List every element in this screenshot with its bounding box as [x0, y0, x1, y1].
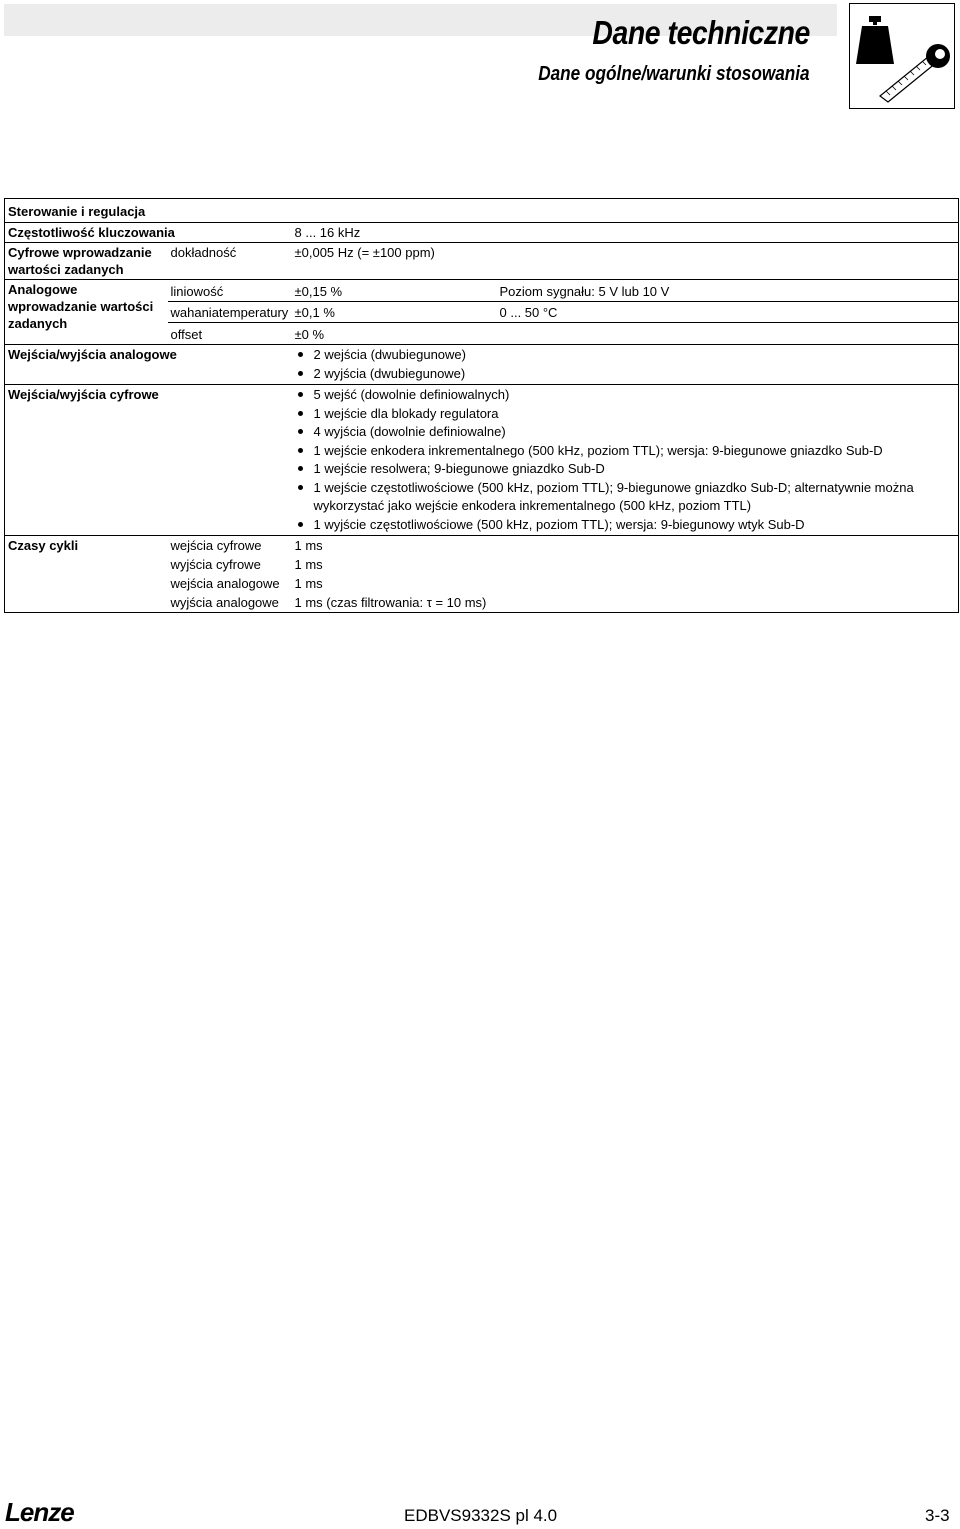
- weight-and-tape-measure-icon: [850, 4, 954, 108]
- analog-param: liniowość: [168, 280, 292, 302]
- cycle-value: 1 ms (czas filtrowania: τ = 10 ms): [292, 593, 959, 613]
- document-id: EDBVS9332S pl 4.0: [404, 1506, 558, 1525]
- page-title: Dane techniczne: [592, 14, 810, 51]
- list-item: 1 wejście resolwera; 9-biegunowe gniazdko Sub-D: [295, 460, 956, 479]
- section-title: Sterowanie i regulacja: [5, 199, 959, 223]
- specs-table: [4, 198, 959, 613]
- switching-frequency-label: Częstotliwość kluczowania: [5, 223, 292, 243]
- analog-setpoint-label: Analogowe wprowadzanie wartości zadanych: [5, 280, 168, 345]
- cycle-param: wejścia analogowe: [170, 576, 280, 591]
- analog-io-label: Wejścia/wyjścia analogowe: [5, 345, 292, 385]
- switching-frequency-row: [5, 223, 959, 243]
- list-item: 1 wyjście częstotliwościowe (500 kHz, poziom TTL); wersja: 9-biegunowy wtyk Sub-D: [295, 516, 956, 535]
- list-item: 2 wyjścia (dwubiegunowe): [295, 365, 956, 384]
- analog-note: Poziom sygnału: 5 V lub 10 V: [482, 280, 959, 302]
- section-title-row: [5, 199, 959, 223]
- digital-io-list: [292, 385, 959, 536]
- list-item: 4 wyjścia (dowolnie definiowalne): [295, 423, 956, 442]
- cycle-param: wyjścia analogowe: [168, 593, 292, 613]
- digital-io-row: [5, 385, 959, 536]
- analog-note: 0 ... 50 °C: [482, 302, 959, 323]
- analog-note: [482, 323, 959, 345]
- list-item: 1 wejście częstotliwościowe (500 kHz, poziom TTL); 9-biegunowe gniazdko Sub-D; alternatywnie można wykorzystać jako wejście enkodera inkrementalnego (500 kHz, poziom TTL): [295, 479, 956, 516]
- cycle-value: 1 ms: [292, 536, 959, 556]
- analog-io-row: [5, 345, 959, 385]
- analog-io-list: [292, 345, 959, 385]
- digital-io-label: Wejścia/wyjścia cyfrowe: [5, 385, 292, 536]
- cycle-times-label: Czasy cykli: [5, 536, 168, 613]
- cycle-value: 1 ms: [292, 555, 959, 574]
- digital-setpoint-param: dokładność: [168, 243, 292, 280]
- list-item: 2 wejścia (dwubiegunowe): [295, 346, 956, 365]
- list-item: 1 wejście enkodera inkrementalnego (500 kHz, poziom TTL); wersja: 9-biegunowe gniazdko Sub-D: [295, 442, 956, 461]
- switching-frequency-value: 8 ... 16 kHz: [292, 223, 959, 243]
- digital-setpoint-label: Cyfrowe wprowadzanie wartości zadanych: [5, 243, 168, 280]
- page-subtitle: Dane ogólne/warunki stosowania: [538, 63, 810, 85]
- cycle-times-row: [5, 536, 959, 556]
- chapter-logo: [849, 3, 955, 109]
- brand-logo: Lenze: [5, 1497, 74, 1527]
- cycle-value: 1 ms: [292, 574, 959, 593]
- digital-setpoint-value: ±0,005 Hz (= ±100 ppm): [292, 243, 959, 280]
- analog-param: wahaniatemperatury: [168, 302, 292, 323]
- analog-value: ±0 %: [292, 323, 482, 345]
- analog-setpoint-row: [5, 280, 959, 302]
- analog-value: ±0,15 %: [292, 280, 482, 302]
- cycle-param: wejścia cyfrowe: [168, 536, 292, 556]
- analog-param: offset: [168, 323, 292, 345]
- analog-value: ±0,1 %: [292, 302, 482, 323]
- list-item: 1 wejście dla blokady regulatora: [295, 405, 956, 424]
- page-number: 3-3: [925, 1506, 950, 1525]
- list-item: 5 wejść (dowolnie definiowalnych): [295, 386, 956, 405]
- digital-setpoint-row: [5, 243, 959, 280]
- cycle-param: wyjścia cyfrowe: [170, 557, 261, 572]
